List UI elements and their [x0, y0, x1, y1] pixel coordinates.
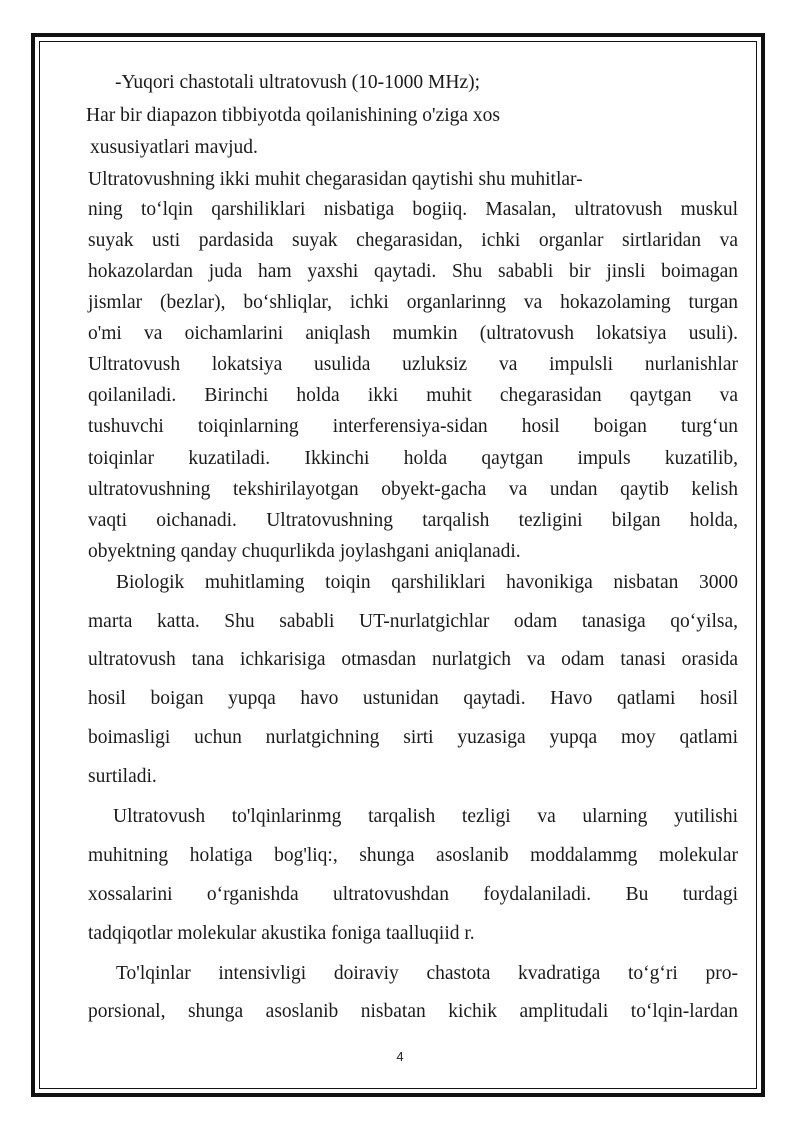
text-line: tadqiqotlar molekular akustika foniga taalluqiid r.	[88, 923, 475, 944]
text-line: suyak usti pardasida suyak chegarasidan, ichki organlar sirtlaridan va	[88, 230, 738, 251]
text-line: ultratovush tana ichkarisiga otmasdan nurlatgich va odam tanasi orasida	[88, 649, 738, 670]
text-line: Ultratovush to'lqinlarinmg tarqalish tezligi va ularning yutilishi	[113, 806, 738, 827]
text-line: xususiyatlari mavjud.	[90, 137, 258, 158]
text-line: hokazolardan juda ham yaxshi qaytadi. Shu sababli bir jinsli boimagan	[88, 261, 738, 282]
text-line: porsional, shunga asoslanib nisbatan kichik amplitudali to‘lqin-lardan	[88, 1001, 738, 1022]
text-line: muhitning holatiga bog'liq:, shunga asoslanib moddalammg molekular	[88, 845, 738, 866]
text-line: To'lqinlar intensivligi doiraviy chastota kvadratiga to‘g‘ri pro-	[116, 963, 738, 984]
text-line: ultratovushning tekshirilayotgan obyekt-gacha va undan qaytib kelish	[88, 479, 738, 500]
text-line: vaqti oichanadi. Ultratovushning tarqalish tezligini bilgan holda,	[88, 510, 738, 531]
text-line: Har bir diapazon tibbiyotda qoilanishining o'ziga xos	[86, 105, 501, 126]
text-line: surtiladi.	[88, 766, 157, 787]
text-line: o'mi va oichamlarini aniqlash mumkin (ultratovush lokatsiya usuli).	[88, 323, 738, 344]
text-line: ning to‘lqin qarshiliklari nisbatiga bogiiq. Masalan, ultratovush muskul	[88, 199, 738, 220]
text-line: hosil boigan yupqa havo ustunidan qaytadi. Havo qatlami hosil	[88, 688, 738, 709]
text-line: marta katta. Shu sababli UT-nurlatgichlar odam tanasiga qo‘yilsa,	[88, 611, 738, 632]
text-line: -Yuqori chastotali ultratovush (10-1000 MHz);	[115, 72, 481, 93]
text-line: Ultratovushning ikki muhit chegarasidan qaytishi shu muhitlar-	[88, 169, 583, 190]
text-line: Ultratovush lokatsiya usulida uzluksiz va impulsli nurlanishlar	[88, 354, 738, 375]
text-line: boimasligi uchun nurlatgichning sirti yuzasiga yupqa moy qatlami	[88, 727, 738, 748]
page-number: 4	[396, 1049, 404, 1064]
text-line: tushuvchi toiqinlarning interferensiya-sidan hosil boigan turg‘un	[88, 416, 738, 437]
text-line: xossalarini o‘rganishda ultratovushdan foydalaniladi. Bu turdagi	[88, 884, 738, 905]
text-line: toiqinlar kuzatiladi. Ikkinchi holda qaytgan impuls kuzatilib,	[88, 448, 738, 469]
text-line: jismlar (bezlar), bo‘shliqlar, ichki organlarinng va hokazolaming turgan	[88, 292, 738, 313]
text-line: obyektning qanday chuqurlikda joylashgani aniqlanadi.	[88, 541, 521, 562]
text-line: qoilaniladi. Birinchi holda ikki muhit chegarasidan qaytgan va	[88, 385, 738, 406]
text-line: Biologik muhitlaming toiqin qarshiliklari havonikiga nisbatan 3000	[116, 572, 738, 593]
